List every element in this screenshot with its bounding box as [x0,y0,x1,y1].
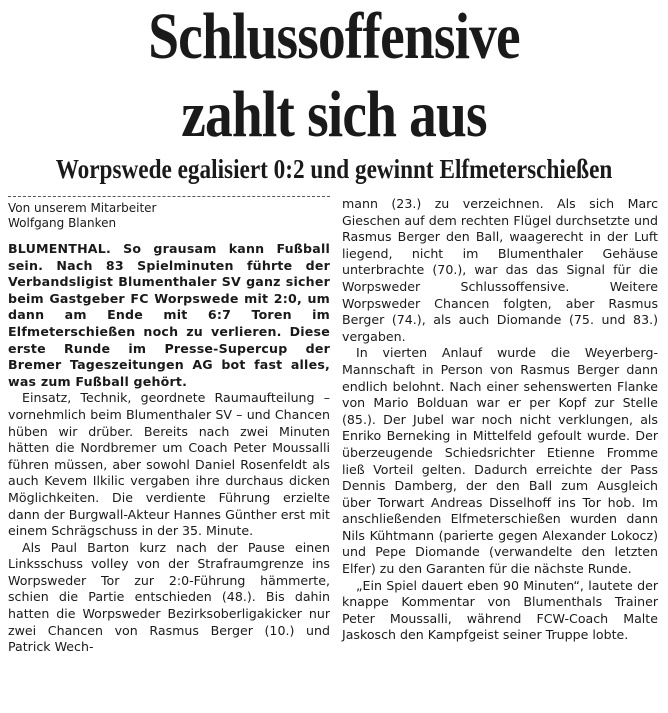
byline-divider [8,196,330,197]
lead-paragraph: BLUMENTHAL. So grausam kann Fußball sein. Nach 83 Spielminuten führte der Verbandsligist Blumenthaler SV ganz sicher beim Gastgeber FC Worpswede mit 2:0, um dann am Ende mit 6:7 Toren im Elfmeterschießen noch zu verlieren. Diese erste Runde im Presse-Supercup der Bremer Tageszeitungen AG bot fast alles, was zum Fußball gehört. [8,241,330,389]
subheadline: Worpswede egalisiert 0:2 und gewinnt Elfmeterschießen [55,154,613,184]
headline-line-2: zahlt sich aus [181,78,487,151]
article-column-left [8,196,330,656]
byline [8,201,330,231]
headline-line-1: Schlussoffensive [148,0,520,73]
article-column-right [342,196,658,644]
byline-line-1: Von unserem Mitarbeiter [8,201,157,215]
body-paragraph: In vierten Anlauf wurde die Weyerberg-Mannschaft in Person von Rasmus Berger dann endlich belohnt. Nach einer sehenswerten Flanke von Mario Bolduan war er per Kopf zur Stelle (85.). Der Jubel war noch nicht verklungen, als Enriko Berneking in Mittelfeld gefoult wurde. Der überzeugende Schiedsrichter Etienne Fromme ließ Vorteil gelten. Dadurch erreichte der Pass Dennis Damberg, der den Ball zum Ausgleich über Torwart Andreas Disselhoff ins Tor hob. Im anschließenden Elfmeterschießen wurden dann Nils Kühtmann (parierte gegen Alexander Lokocz) und Pepe Diomande (verwandelte den letzten Elfer) zu den Garanten für die nächste Runde. [342,345,658,577]
body-paragraph-continued: mann (23.) zu verzeichnen. Als sich Marc Gieschen auf dem rechten Flügel durchsetzte und Rasmus Berger den Ball, waagerecht in der Luft liegend, nicht im Blumenthaler Gehäuse unterbrachte (70.), war das das Signal für die Worpsweder Schlussoffensive. Weitere Worpsweder Chancen folgten, aber Rasmus Berger (74.), als auch Diomande (75. und 83.) vergaben. [342,196,658,344]
body-paragraph: Als Paul Barton kurz nach der Pause einen Linksschuss volley von der Strafraumgrenze ins Worpsweder Tor zur 2:0-Führung hämmerte, schien die Partie entschieden (48.). Bis dahin hatten die Worpsweder Bezirksoberligakicker nur zwei Chancen von Rasmus Berger (10.) und Patrick Wech- [8,539,330,655]
body-paragraph: „Ein Spiel dauert eben 90 Minuten“, lautete der knappe Kommentar von Blumenthals Trainer Peter Moussalli, während FCW-Coach Malte Jaskosch den Kampfgeist seiner Truppe lobte. [342,577,658,643]
body-paragraph: Einsatz, Technik, geordnete Raumaufteilung – vornehmlich beim Blumenthaler SV – und Chancen hüben wir drüber. Bereits nach zwei Minuten hätten die Nordbremer um Coach Peter Moussalli führen müssen, aber sowohl Daniel Rosenfeldt als auch Kevem Ilkilic vergaben ihre durchaus dicken Möglichkeiten. Die verdiente Führung erzielte dann der Burgwall-Akteur Hannes Günther erst mit einem Schrägschuss in der 35. Minute. [8,390,330,539]
byline-line-2: Wolfgang Blanken [8,216,117,230]
